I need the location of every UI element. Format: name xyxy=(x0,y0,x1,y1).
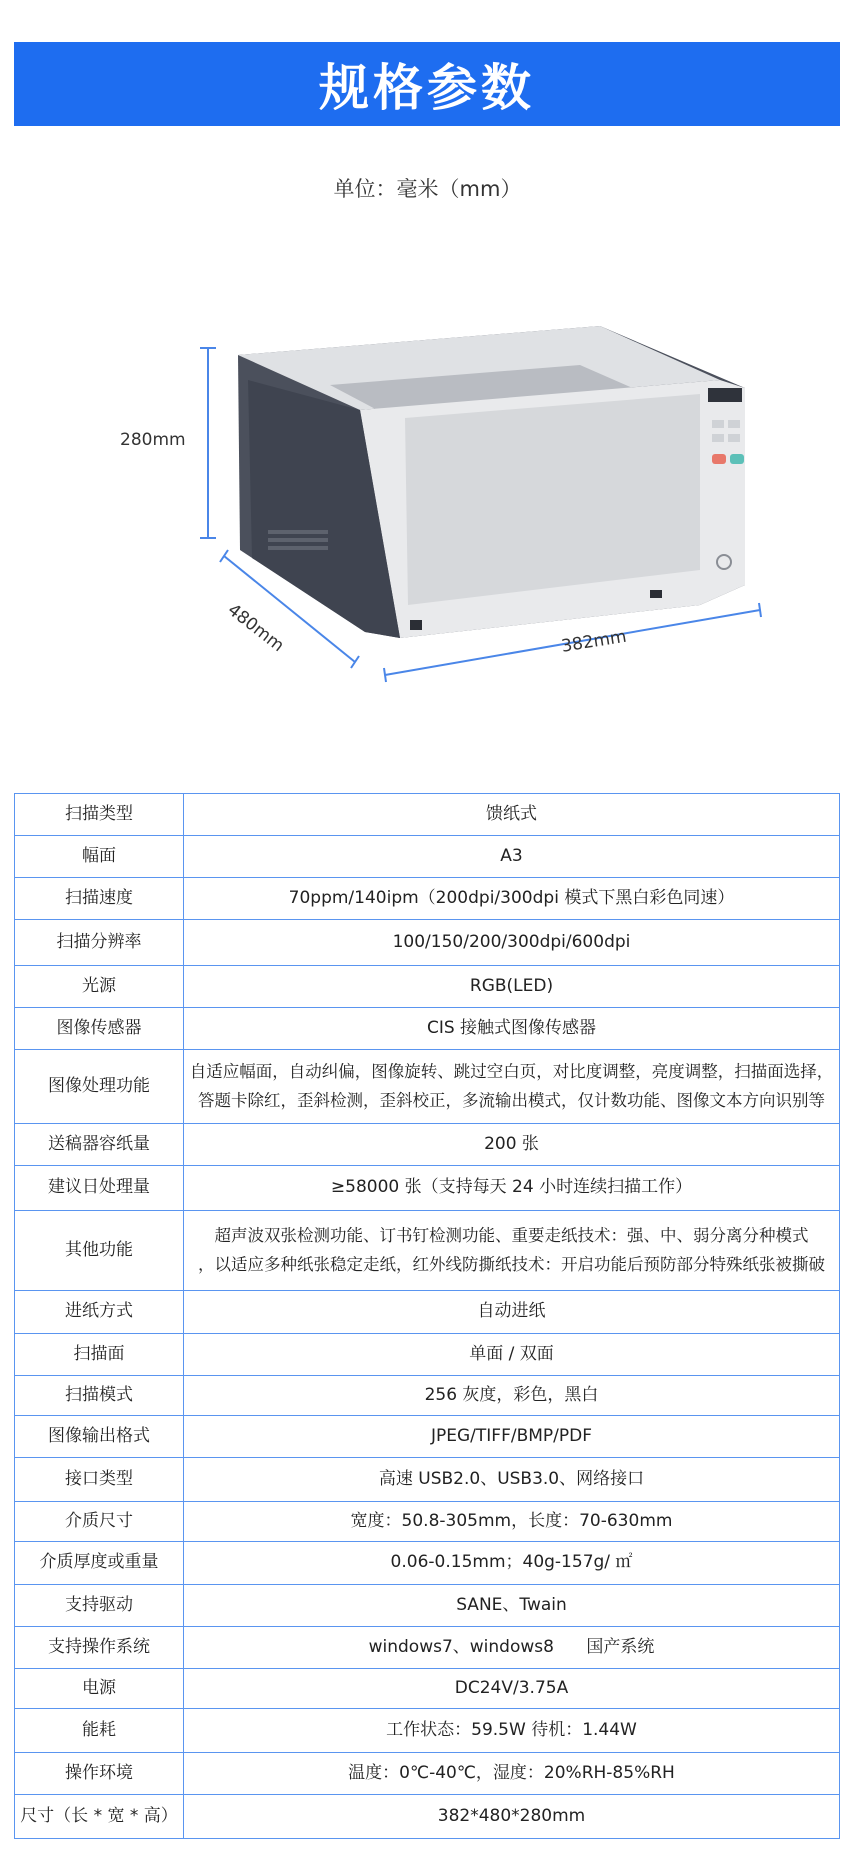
spec-label: 扫描类型 xyxy=(15,794,184,836)
spec-label: 支持操作系统 xyxy=(15,1627,184,1669)
spec-row xyxy=(15,1502,840,1542)
spec-value: 单面 / 双面 xyxy=(184,1334,840,1376)
spec-row xyxy=(15,878,840,920)
spec-row xyxy=(15,1376,840,1416)
spec-row xyxy=(15,1795,840,1839)
unit-label: 单位：毫米（mm） xyxy=(333,177,522,201)
spec-row xyxy=(15,1124,840,1166)
spec-label: 光源 xyxy=(15,966,184,1008)
scanner-illustration xyxy=(0,300,855,720)
spec-row xyxy=(15,794,840,836)
spec-value: 自动进纸 xyxy=(184,1291,840,1334)
spec-label: 电源 xyxy=(15,1669,184,1709)
spec-value: SANE、Twain xyxy=(184,1585,840,1627)
spec-row xyxy=(15,1211,840,1291)
spec-label: 接口类型 xyxy=(15,1458,184,1502)
spec-label: 图像输出格式 xyxy=(15,1416,184,1458)
spec-row xyxy=(15,1291,840,1334)
height-dimension-label: 280mm xyxy=(120,430,186,450)
spec-label: 扫描模式 xyxy=(15,1376,184,1416)
scanner-dimension-figure xyxy=(0,300,855,720)
spec-table xyxy=(14,793,840,1839)
spec-row xyxy=(15,1334,840,1376)
spec-value: JPEG/TIFF/BMP/PDF xyxy=(184,1416,840,1458)
spec-row xyxy=(15,1050,840,1124)
spec-label: 图像处理功能 xyxy=(15,1050,184,1124)
spec-label: 介质厚度或重量 xyxy=(15,1542,184,1585)
spec-row xyxy=(15,1709,840,1753)
spec-label: 支持驱动 xyxy=(15,1585,184,1627)
spec-label: 其他功能 xyxy=(15,1211,184,1291)
spec-value: 工作状态：59.5W 待机：1.44W xyxy=(184,1709,840,1753)
spec-value: 70ppm/140ipm（200dpi/300dpi 模式下黑白彩色同速） xyxy=(184,878,840,920)
spec-row xyxy=(15,1542,840,1585)
spec-row xyxy=(15,1458,840,1502)
spec-label: 操作环境 xyxy=(15,1753,184,1795)
spec-value: 382*480*280mm xyxy=(184,1795,840,1839)
spec-label: 幅面 xyxy=(15,836,184,878)
spec-value-line: ，以适应多种纸张稳定走纸，红外线防撕纸技术：开启功能后预防部分特殊纸张被撕破 xyxy=(198,1254,825,1274)
spec-label: 尺寸（长 * 宽 * 高） xyxy=(15,1795,184,1839)
spec-value: 高速 USB2.0、USB3.0、网络接口 xyxy=(184,1458,840,1502)
spec-label: 扫描面 xyxy=(15,1334,184,1376)
spec-value: windows7、windows8 国产系统 xyxy=(184,1627,840,1669)
spec-row xyxy=(15,1166,840,1211)
spec-value xyxy=(184,1050,840,1124)
spec-row xyxy=(15,1416,840,1458)
spec-value: 100/150/200/300dpi/600dpi xyxy=(184,920,840,966)
spec-value: 温度：0℃-40℃，湿度：20%RH-85%RH xyxy=(184,1753,840,1795)
spec-value: 馈纸式 xyxy=(184,794,840,836)
spec-value-line: 自适应幅面，自动纠偏，图像旋转、跳过空白页，对比度调整，亮度调整，扫描面选择， xyxy=(189,1061,834,1081)
spec-label: 图像传感器 xyxy=(15,1008,184,1050)
width-dimension-label: 382mm xyxy=(560,626,628,657)
spec-value xyxy=(184,1211,840,1291)
spec-value: 256 灰度，彩色，黑白 xyxy=(184,1376,840,1416)
spec-value: DC24V/3.75A xyxy=(184,1669,840,1709)
spec-row xyxy=(15,966,840,1008)
title-banner xyxy=(14,42,840,126)
page-title: 规格参数 xyxy=(319,59,535,117)
spec-label: 送稿器容纸量 xyxy=(15,1124,184,1166)
spec-row xyxy=(15,1753,840,1795)
spec-label: 介质尺寸 xyxy=(15,1502,184,1542)
spec-row xyxy=(15,1627,840,1669)
spec-value: 200 张 xyxy=(184,1124,840,1166)
spec-label: 扫描分辨率 xyxy=(15,920,184,966)
spec-row xyxy=(15,920,840,966)
spec-value: 宽度：50.8-305mm，长度：70-630mm xyxy=(184,1502,840,1542)
spec-label: 建议日处理量 xyxy=(15,1166,184,1211)
spec-label: 能耗 xyxy=(15,1709,184,1753)
spec-label: 扫描速度 xyxy=(15,878,184,920)
spec-row xyxy=(15,1008,840,1050)
spec-row xyxy=(15,1585,840,1627)
spec-value-line: 答题卡除红，歪斜检测，歪斜校正，多流输出模式，仅计数功能、图像文本方向识别等 xyxy=(198,1090,825,1110)
spec-value: RGB(LED) xyxy=(184,966,840,1008)
spec-row xyxy=(15,836,840,878)
depth-dimension-label: 480mm xyxy=(223,600,288,657)
spec-value: ≥58000 张（支持每天 24 小时连续扫描工作） xyxy=(184,1166,840,1211)
spec-label: 进纸方式 xyxy=(15,1291,184,1334)
spec-value-line: 超声波双张检测功能、订书钉检测功能、重要走纸技术：强、中、弱分离分种模式 xyxy=(214,1225,809,1245)
spec-value: CIS 接触式图像传感器 xyxy=(184,1008,840,1050)
spec-value: 0.06-0.15mm；40g-157g/ ㎡ xyxy=(184,1542,840,1585)
spec-value: A3 xyxy=(184,836,840,878)
spec-row xyxy=(15,1669,840,1709)
